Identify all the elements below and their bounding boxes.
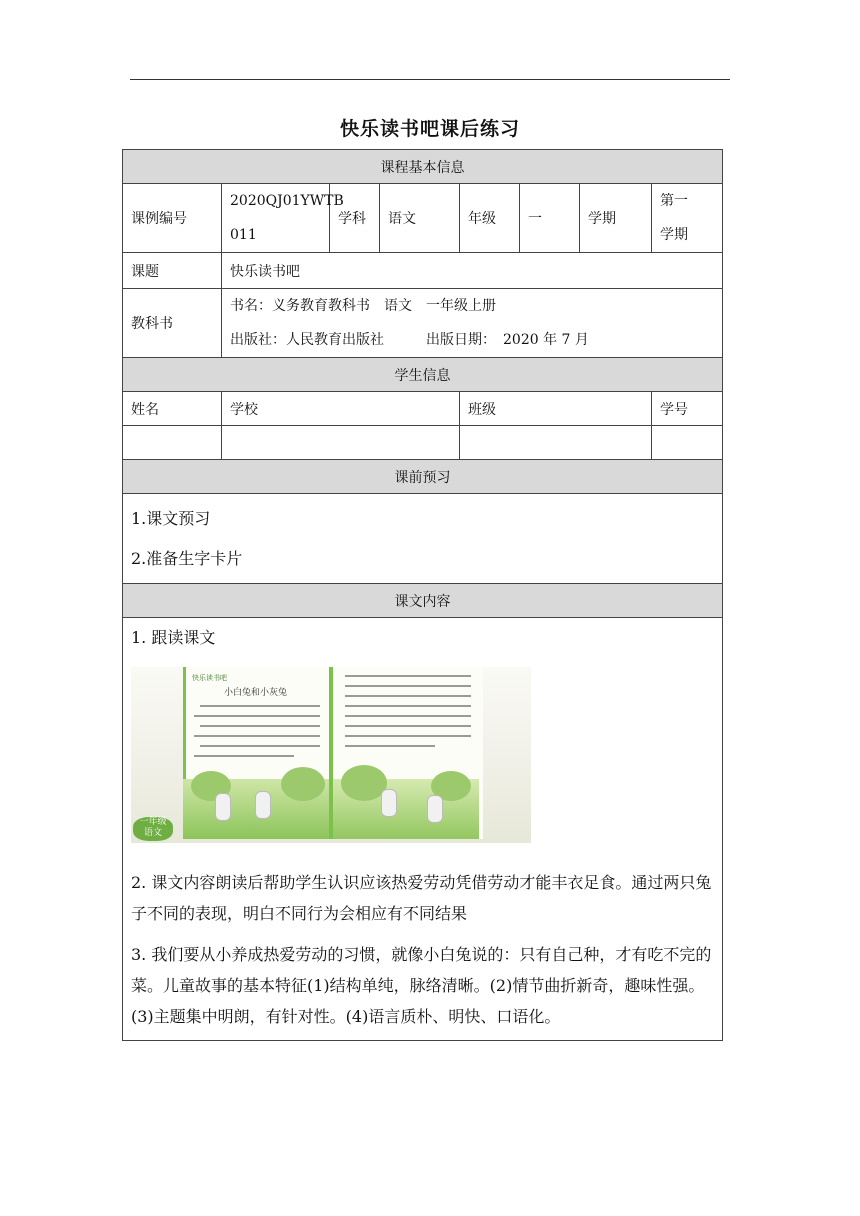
badge-line2: 语文 <box>143 828 162 838</box>
grade-badge <box>133 817 173 841</box>
student-class-header: 班级 <box>460 392 652 426</box>
textbook-title-line: 书名：义务教育教科书 语文 一年级上册 <box>230 298 496 314</box>
document-title: 快乐读书吧课后练习 <box>339 118 520 140</box>
student-class-cell[interactable] <box>460 426 652 460</box>
preview-item-1: 1.课文预习 <box>131 508 211 528</box>
section-header-text-content: 课文内容 <box>123 584 723 618</box>
topic-label: 课题 <box>123 253 222 289</box>
rabbit-figure <box>427 795 443 823</box>
rabbit-figure <box>381 789 397 817</box>
subject-label: 学科 <box>330 184 380 253</box>
code-value-line1: 2020QJ01YWTB <box>230 193 344 209</box>
text-line <box>200 725 320 727</box>
student-number-cell[interactable] <box>652 426 723 460</box>
grade-label: 年级 <box>460 184 520 253</box>
term-value-line2: 学期 <box>660 227 688 243</box>
grade-value: 一 <box>520 184 580 253</box>
book-story-title: 小白兔和小灰兔 <box>224 688 288 698</box>
student-name-header: 姓名 <box>123 392 222 426</box>
content-item-2: 2. 课文内容朗读后帮助学生认识应该热爱劳动凭借劳动才能丰衣足食。通过两只兔子不同的表现，明白不同行为会相应有不同结果 <box>131 873 712 923</box>
code-value <box>222 184 344 253</box>
text-line <box>345 695 471 697</box>
rabbit-figure <box>215 793 231 821</box>
content-item-3: 3. 我们要从小养成热爱劳动的习惯，就像小白兔说的：只有自己种，才有吃不完的菜。儿童故事的基本特征(1)结构单纯，脉络清晰。(2)情节曲折新奇，趣味性强。(3)主题集中明朗，有针对性。(4)语言质朴、明快、口语化。 <box>131 945 712 1026</box>
textbook-publisher-line: 出版社：人民教育出版社 出版日期： 2020 年 7 月 <box>230 332 589 348</box>
text-line <box>194 715 320 717</box>
code-label: 课例编号 <box>123 184 222 253</box>
term-label: 学期 <box>580 184 652 253</box>
textbook-value <box>222 289 723 358</box>
text-line <box>194 735 320 737</box>
text-content-body <box>123 618 723 1041</box>
lesson-table <box>122 149 723 1041</box>
text-line <box>345 705 471 707</box>
rabbit-figure <box>255 791 271 819</box>
textbook-page-image <box>131 667 531 843</box>
text-line <box>345 725 471 727</box>
text-line <box>345 685 471 687</box>
text-line <box>200 705 320 707</box>
tree-shape <box>281 767 325 801</box>
student-school-cell[interactable] <box>222 426 460 460</box>
preview-content <box>123 494 723 584</box>
student-school-header: 学校 <box>222 392 460 426</box>
term-value-line1: 第一 <box>660 193 688 209</box>
book-header-label: 快乐读书吧 <box>192 674 227 682</box>
text-line <box>194 755 294 757</box>
term-value <box>652 184 723 253</box>
header-rule <box>130 79 730 80</box>
subject-value: 语文 <box>380 184 460 253</box>
student-number-header: 学号 <box>652 392 723 426</box>
preview-item-2: 2.准备生字卡片 <box>131 548 243 568</box>
section-header-student-info: 学生信息 <box>123 358 723 392</box>
topic-value: 快乐读书吧 <box>222 253 723 289</box>
text-line <box>345 745 435 747</box>
badge-line1: 一年级 <box>139 817 167 827</box>
text-line <box>345 675 471 677</box>
section-header-preview: 课前预习 <box>123 460 723 494</box>
content-item-1: 1. 跟读课文 <box>131 628 216 647</box>
text-line <box>345 715 471 717</box>
code-value-line2: 011 <box>230 227 257 243</box>
section-header-basic-info: 课程基本信息 <box>123 150 723 184</box>
text-line <box>200 745 320 747</box>
textbook-label: 教科书 <box>123 289 222 358</box>
student-name-cell[interactable] <box>123 426 222 460</box>
text-line <box>345 735 471 737</box>
